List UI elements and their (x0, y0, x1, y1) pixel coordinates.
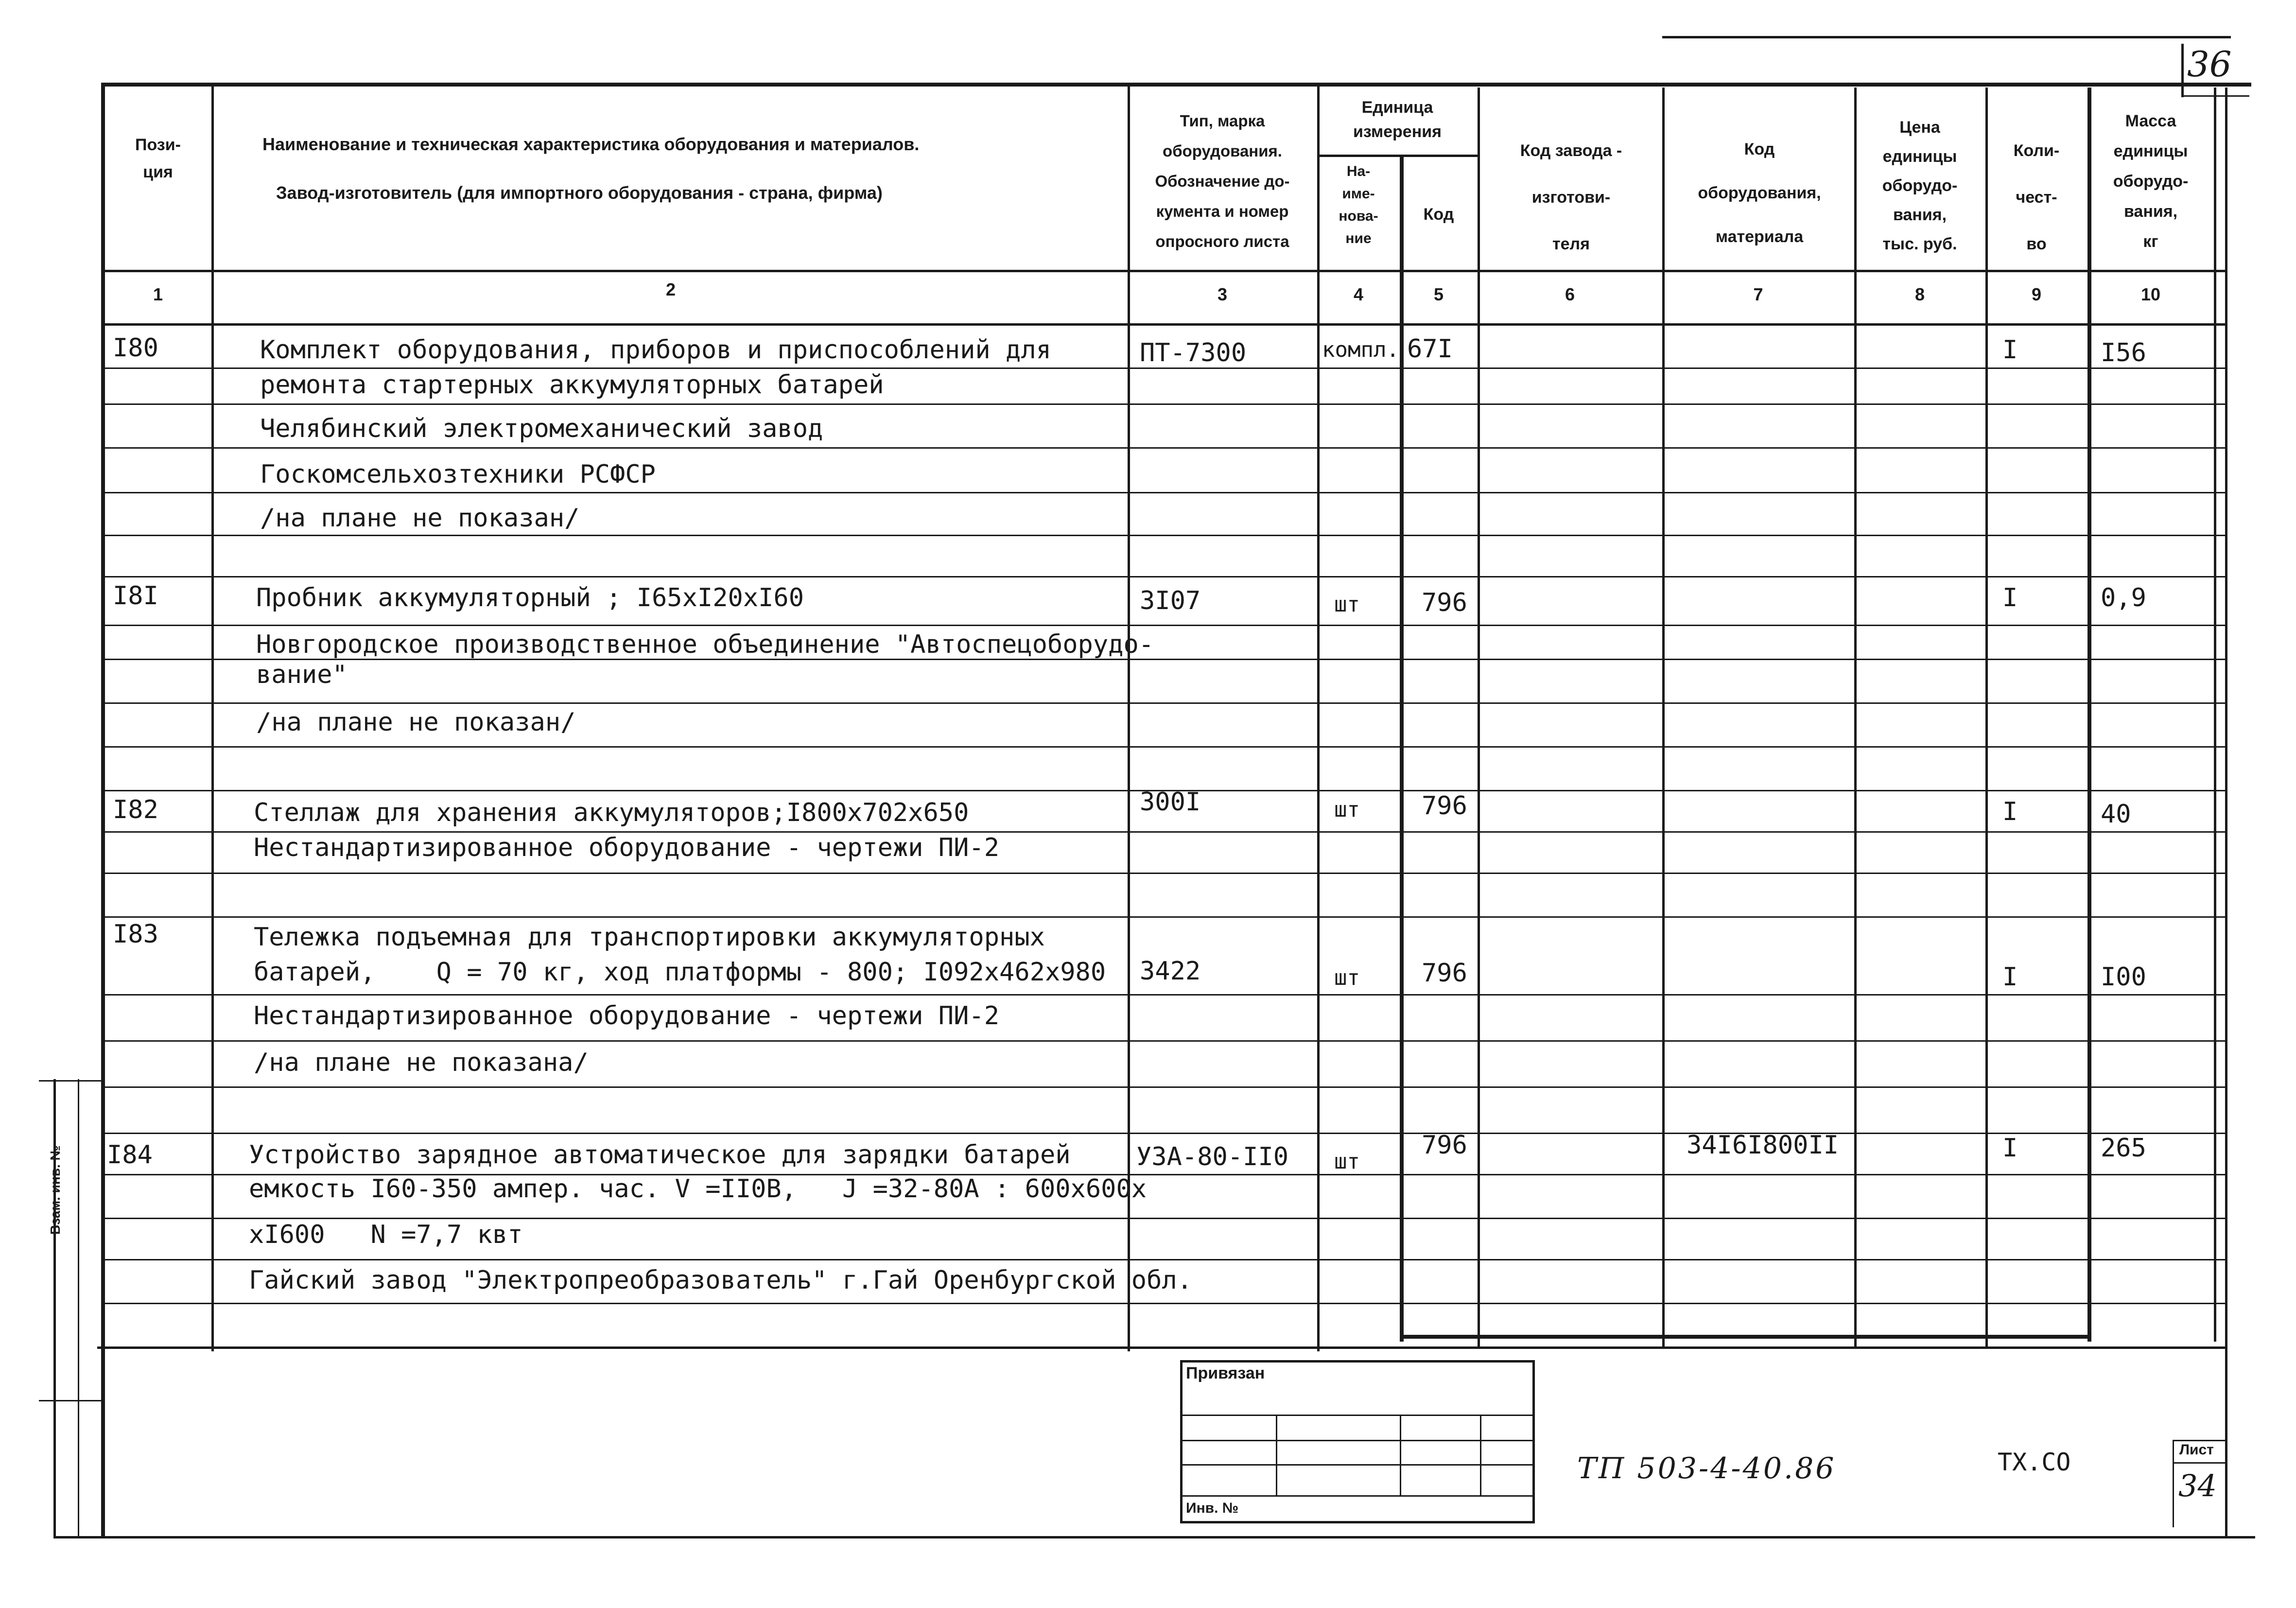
list-box-left (2173, 1440, 2174, 1527)
table-bottom-line (97, 1346, 2226, 1349)
column-number: 3 (1217, 284, 1228, 304)
number-row-bottom-line (103, 323, 2227, 326)
column-number: 6 (1565, 284, 1575, 304)
item-equipment-code: 34I6I800II (1687, 1131, 1839, 1160)
list-box-top (2173, 1440, 2227, 1441)
item-unit: шт (1334, 797, 1360, 822)
item-unit-code: 796 (1422, 588, 1467, 617)
item-position: I83 (113, 920, 158, 949)
column-number: 5 (1433, 284, 1444, 304)
item-name-line: Нестандартизированное оборудование - чертежи ПИ-2 (254, 833, 1000, 862)
stamp-line (1180, 1415, 1535, 1416)
table-left-border (101, 83, 105, 1536)
header-col-name-line1: Наименование и техническая характеристика оборудования и материалов. (262, 134, 920, 154)
item-name-line: Нестандартизированное оборудование - чертежи ПИ-2 (254, 1001, 1000, 1031)
list-box-mid (2173, 1462, 2227, 1464)
item-name-line: ремонта стартерных аккумуляторных батарей (260, 370, 884, 400)
item-quantity: I (2002, 1134, 2018, 1163)
sheet-number-box-left (2181, 44, 2184, 97)
item-name-line: Пробник аккумуляторный ; I65xI20xI60 (256, 583, 804, 612)
item-type: 3I07 (1140, 586, 1201, 615)
row-line (103, 702, 2227, 704)
row-line (103, 1303, 2227, 1304)
table-top-border (103, 83, 2251, 87)
row-line (103, 1040, 2227, 1042)
header-col-type: Тип, марка оборудования. Обозначение до- кумента и номер опросного листа (1155, 112, 1290, 250)
col-divider-1 (211, 83, 214, 1351)
header-col-name-line2: Завод-изготовитель (для импортного оборудования - страна, фирма) (276, 183, 883, 203)
col-divider-5 (1478, 87, 1480, 1346)
row-line (103, 1133, 2227, 1134)
item-unit: шт (1334, 1149, 1360, 1174)
item-position: I82 (113, 795, 158, 824)
item-name-line: /на плане не показан/ (260, 504, 580, 533)
stamp-privyazan: Привязан (1186, 1364, 1265, 1382)
item-unit-code: 67I (1407, 334, 1453, 364)
row-line (103, 1218, 2227, 1219)
item-name-line: Госкомсельхозтехники РСФСР (260, 460, 656, 489)
header-col-unit-code: Код (1423, 205, 1454, 224)
col-divider-6 (1662, 87, 1665, 1346)
item-type: УЗА-80-II0 (1136, 1142, 1289, 1171)
data-area-bottom-thick (1400, 1335, 2090, 1339)
top-sheet-number: 36 (2187, 44, 2232, 85)
row-line (103, 873, 2227, 874)
stamp-col (1480, 1415, 1481, 1495)
item-quantity: I (2002, 583, 2018, 612)
item-quantity: I (2002, 797, 2018, 826)
item-quantity: I (2002, 962, 2018, 992)
column-number: 10 (2140, 284, 2161, 304)
header-bottom-line (103, 270, 2227, 272)
row-line (103, 831, 2227, 833)
item-type: 300I (1140, 787, 1201, 817)
stamp-inv-no: Инв. № (1186, 1500, 1239, 1516)
row-line (103, 492, 2227, 493)
row-line (103, 994, 2227, 996)
item-unit: компл. (1322, 337, 1399, 362)
document-mark: TX.CO (1998, 1448, 2071, 1476)
item-name-line: /на плане не показан/ (256, 708, 576, 737)
document-code: ТП 503-4-40.86 (1577, 1451, 1836, 1486)
item-mass: 265 (2101, 1134, 2146, 1163)
col-divider-8 (1985, 87, 1988, 1346)
item-unit: шт (1334, 592, 1360, 617)
item-position: I84 (107, 1140, 153, 1170)
item-name-line: батарей, Q = 70 кг, ход платформы - 800; I092x462x980 (254, 958, 1106, 987)
item-name-line: /на плане не показана/ (254, 1048, 589, 1077)
header-col-unit-group: Единица измерения (1353, 98, 1442, 141)
row-line (103, 1086, 2227, 1088)
row-line (103, 447, 2227, 449)
row-line (103, 367, 2227, 369)
item-name-line: Устройство зарядное автоматическое для зарядки батарей (249, 1140, 1071, 1170)
item-mass: I56 (2101, 338, 2146, 367)
item-name-line: Тележка подъемная для транспортировки аккумуляторных (254, 923, 1045, 952)
item-name-line: Гайский завод "Электропреобразователь" г.Гай Оренбургской обл. (249, 1266, 1193, 1295)
row-line (103, 576, 2227, 577)
item-name-line: Челябинский электромеханический завод (260, 414, 823, 443)
column-number: 9 (2031, 284, 2042, 304)
item-unit-code: 796 (1422, 959, 1467, 988)
col-divider-10 (2214, 87, 2216, 1342)
row-line (103, 403, 2227, 405)
list-label: Лист (2179, 1442, 2214, 1458)
header-col-price: Цена единицы оборудо- вания, тыс. руб. (1882, 118, 1958, 253)
row-line (103, 916, 2227, 918)
col-divider-3 (1317, 83, 1320, 1351)
stamp-col (1276, 1415, 1277, 1495)
row-line (103, 625, 2227, 626)
item-position: I8I (113, 581, 158, 611)
col-divider-4 (1400, 156, 1404, 1342)
stamp-line (1180, 1464, 1535, 1466)
item-unit: шт (1334, 965, 1360, 990)
col-divider-7 (1854, 87, 1857, 1346)
item-quantity: I (2002, 335, 2018, 365)
column-number: 1 (153, 284, 163, 304)
stamp-line (1180, 1440, 1535, 1441)
header-col-equipment-code: Код оборудования, материала (1698, 140, 1821, 246)
col-divider-2 (1128, 83, 1130, 1351)
header-col-position: Пози- ция (135, 136, 181, 181)
top-border-line (1662, 36, 2231, 38)
table-right-border (2225, 87, 2227, 1536)
header-col-quantity: Коли- чест- во (2013, 141, 2060, 253)
item-type: 3422 (1140, 957, 1201, 986)
item-name-line: вание" (256, 660, 348, 689)
item-name-line: Комплект оборудования, приборов и приспособлений для (260, 335, 1051, 365)
binding-strip-mid (39, 1400, 102, 1401)
item-unit-code: 796 (1422, 1131, 1467, 1160)
header-col-unit-name: На- име- нова- ние (1339, 163, 1378, 246)
header-col-maker-code: Код завода - изготови- теля (1520, 141, 1622, 253)
row-line (103, 746, 2227, 748)
stamp-block (1180, 1360, 1535, 1523)
unit-group-divider (1317, 155, 1478, 157)
stamp-line (1180, 1495, 1535, 1497)
stamp-col (1400, 1415, 1401, 1495)
item-unit-code: 796 (1422, 791, 1467, 821)
binding-strip-divider (78, 1079, 79, 1536)
item-name-line: xI600 N =7,7 квт (249, 1220, 523, 1249)
item-mass: I00 (2101, 962, 2146, 992)
item-type: ПТ-7300 (1140, 338, 1247, 367)
item-name-line: Новгородское производственное объединение "Автоспецоборудо- (256, 630, 1154, 659)
binding-strip-label: Взам. инв. № (48, 1145, 63, 1235)
item-position: I80 (113, 333, 158, 363)
item-name-line: Стеллаж для хранения аккумуляторов;I800x702x650 (254, 798, 969, 827)
column-number: 8 (1914, 284, 1925, 304)
item-mass: 0,9 (2101, 583, 2146, 612)
item-mass: 40 (2101, 800, 2131, 829)
binding-strip-bottom (53, 1536, 2255, 1538)
list-number: 34 (2178, 1468, 2217, 1503)
column-number: 7 (1753, 284, 1763, 304)
item-name-line: емкость I60-350 ампер. час. V =II0B, J =32-80A : 600x600x (249, 1174, 1147, 1204)
row-line (103, 535, 2227, 536)
column-number: 4 (1353, 284, 1364, 304)
header-col-mass: Масса единицы оборудо- вания, кг (2113, 112, 2189, 251)
row-line (103, 1259, 2227, 1260)
binding-strip-top (39, 1080, 102, 1082)
column-number: 2 (665, 280, 676, 299)
col-divider-9 (2087, 87, 2091, 1342)
